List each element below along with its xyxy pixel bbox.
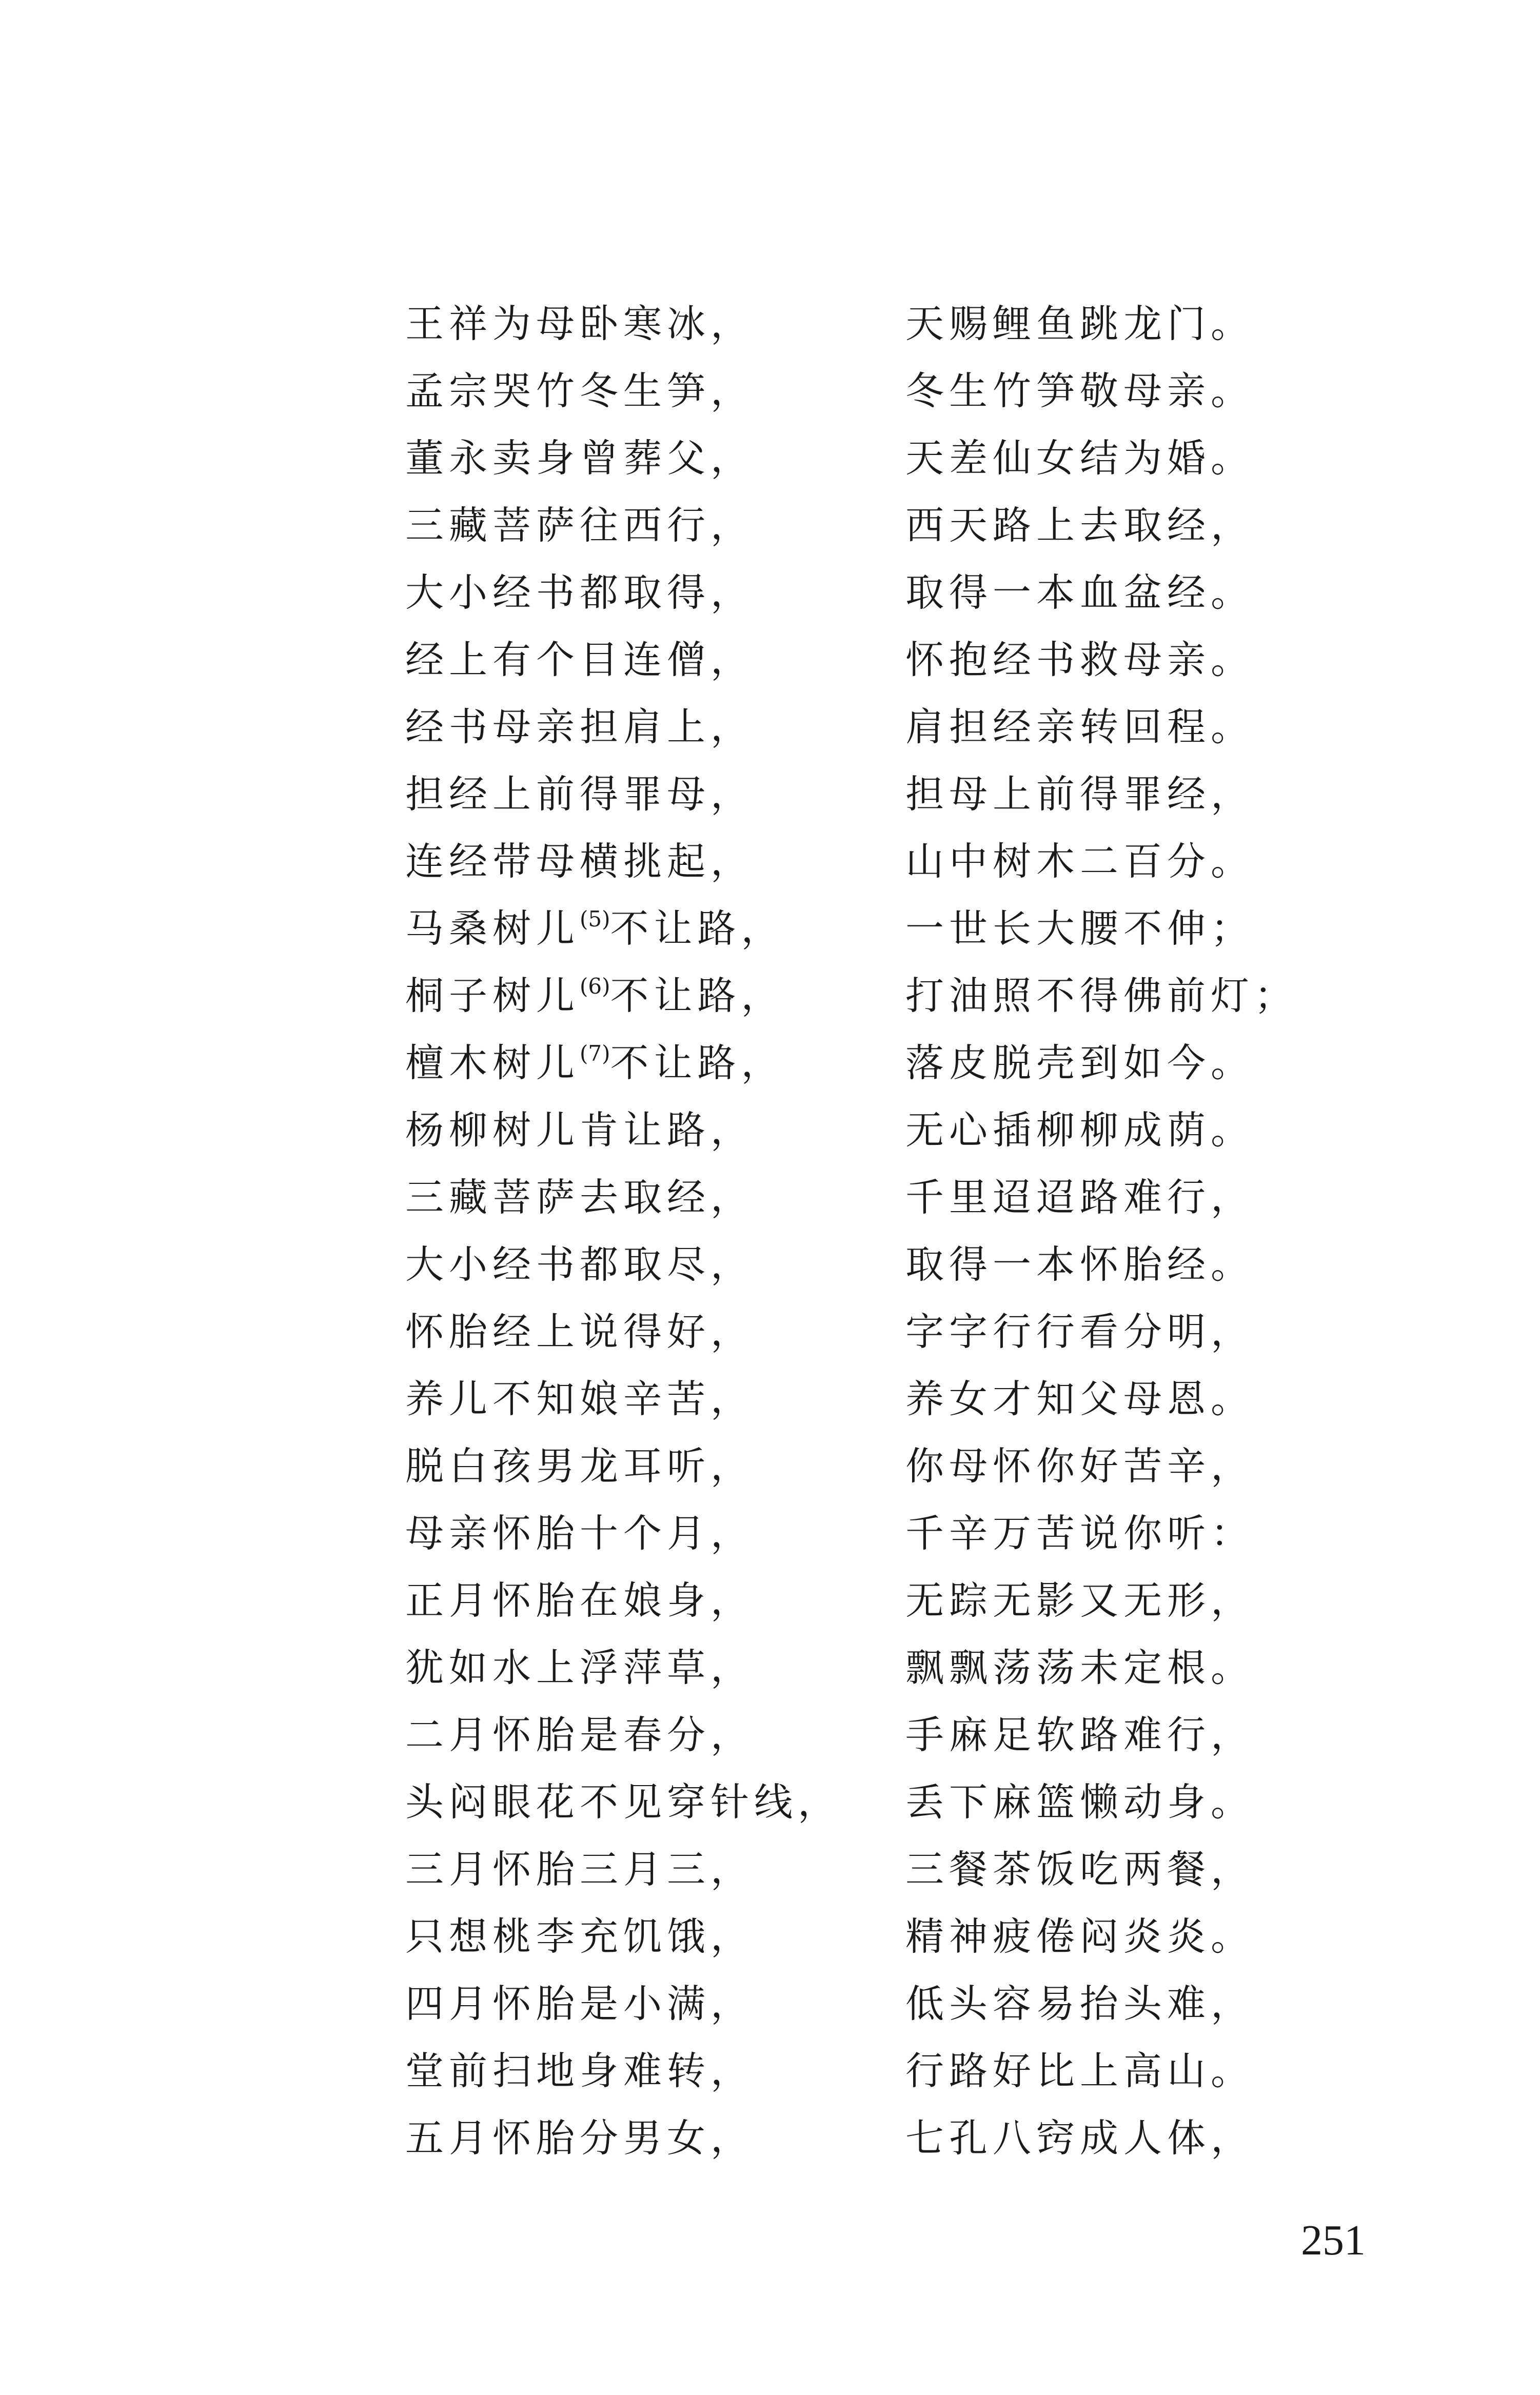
verse-line-right: 落皮脱壳到如今。	[905, 1040, 1255, 1085]
verse-line-right: 七孔八窍成人体，	[905, 2115, 1255, 2161]
verse-line-right: 天赐鲤鱼跳龙门。	[905, 301, 1255, 346]
verse-line-left: 四月怀胎是小满，	[405, 1981, 755, 2026]
verse-line-right: 天差仙女结为婚。	[905, 436, 1255, 481]
verse-line-left: 母亲怀胎十个月，	[405, 1511, 755, 1556]
verse-row	[0, 1442, 1540, 1510]
verse-row	[0, 1980, 1540, 2047]
verse-row	[0, 1846, 1540, 1913]
verse-row	[0, 1778, 1540, 1846]
verse-row	[0, 2047, 1540, 2114]
verse-line-right: 行路好比上高山。	[905, 2048, 1255, 2093]
verse-line-left: 只想桃李充饥饿，	[405, 1914, 755, 1959]
verse-line-left: 头闷眼花不见穿针线，	[405, 1779, 842, 1825]
verse-row	[0, 569, 1540, 636]
verse-row	[0, 972, 1540, 1039]
verse-row	[0, 905, 1540, 972]
verse-line-left: 大小经书都取尽，	[405, 1242, 755, 1287]
verse-text: 檀木树儿	[405, 1040, 580, 1085]
verse-line-right: 冬生竹笋敬母亲。	[905, 368, 1255, 413]
verse-line-left: 董永卖身曾葬父，	[405, 436, 755, 481]
verse-line-left: 堂前扫地身难转，	[405, 2048, 755, 2093]
verse-row	[0, 703, 1540, 770]
verse-line-right: 精神疲倦闷炎炎。	[905, 1914, 1255, 1959]
verse-line-right: 取得一本怀胎经。	[905, 1242, 1255, 1287]
verse-line-left: 怀胎经上说得好，	[405, 1309, 755, 1354]
verse-row	[0, 367, 1540, 434]
verse-line-left	[405, 1039, 785, 1086]
verse-line-left	[405, 905, 785, 952]
footnote-marker: (5)	[580, 906, 610, 932]
verse-line-right: 三餐茶饭吃两餐，	[905, 1847, 1255, 1892]
verse-line-left: 犹如水上浮萍草，	[405, 1645, 755, 1690]
verse-line-right: 取得一本血盆经。	[905, 570, 1255, 615]
verse-line-right: 担母上前得罪经，	[905, 771, 1255, 817]
verse-line-right: 低头容易抬头难，	[905, 1981, 1255, 2026]
verse-line-left	[405, 972, 785, 1019]
verse-line-left: 担经上前得罪母，	[405, 771, 755, 817]
verse-row	[0, 1510, 1540, 1577]
verse-row	[0, 502, 1540, 569]
verse-row	[0, 1375, 1540, 1442]
verse-line-right: 肩担经亲转回程。	[905, 704, 1255, 749]
verse-line-right: 千里迢迢路难行，	[905, 1175, 1255, 1220]
page-number: 251	[1301, 2216, 1366, 2264]
verse-row	[0, 1913, 1540, 1980]
verse-line-left: 二月怀胎是春分，	[405, 1712, 755, 1757]
verse-line-left: 五月怀胎分男女，	[405, 2115, 755, 2161]
verse-row	[0, 1039, 1540, 1106]
verse-line-left: 孟宗哭竹冬生笋，	[405, 368, 755, 413]
verse-line-left: 杨柳树儿肯让路，	[405, 1107, 755, 1153]
verse-row	[0, 1241, 1540, 1308]
verse-line-left: 连经带母横挑起，	[405, 839, 755, 884]
verse-row	[0, 434, 1540, 502]
verse-line-left: 经上有个目连僧，	[405, 637, 755, 682]
verse-line-left: 正月怀胎在娘身，	[405, 1578, 755, 1623]
verse-row	[0, 838, 1540, 905]
verse-text: 马桑树儿	[405, 906, 580, 951]
verse-row	[0, 1577, 1540, 1644]
verse-line-left: 脱白孩男龙耳听，	[405, 1443, 755, 1489]
verse-row	[0, 300, 1540, 367]
verse-row	[0, 2114, 1540, 2182]
verse-line-left: 三藏菩萨往西行，	[405, 503, 755, 548]
verse-line-right: 怀抱经书救母亲。	[905, 637, 1255, 682]
verse-row	[0, 1711, 1540, 1778]
verse-line-right: 千辛万苦说你听：	[905, 1511, 1255, 1556]
verse-text: 不让路，	[610, 1040, 785, 1085]
verse-line-right: 西天路上去取经，	[905, 503, 1255, 548]
verse-row	[0, 1106, 1540, 1174]
verse-row	[0, 1644, 1540, 1711]
verse-row	[0, 1174, 1540, 1241]
verse-row	[0, 636, 1540, 703]
verse-line-right: 丢下麻篮懒动身。	[905, 1779, 1255, 1825]
verse-line-right: 飘飘荡荡未定根。	[905, 1645, 1255, 1690]
verse-list	[0, 300, 1540, 2182]
verse-line-right: 无心插柳柳成荫。	[905, 1107, 1255, 1153]
verse-row	[0, 770, 1540, 838]
verse-line-left: 经书母亲担肩上，	[405, 704, 755, 749]
footnote-marker: (7)	[580, 1041, 610, 1066]
verse-row	[0, 1308, 1540, 1375]
verse-line-right: 山中树木二百分。	[905, 839, 1255, 884]
verse-line-right: 无踪无影又无形，	[905, 1578, 1255, 1623]
verse-line-left: 三藏菩萨去取经，	[405, 1175, 755, 1220]
footnote-marker: (6)	[580, 974, 610, 999]
verse-line-left: 王祥为母卧寒冰，	[405, 301, 755, 346]
verse-text: 不让路，	[610, 973, 785, 1018]
verse-line-right: 手麻足软路难行，	[905, 1712, 1255, 1757]
verse-line-right: 一世长大腰不伸；	[905, 906, 1255, 951]
verse-line-left: 养儿不知娘辛苦，	[405, 1376, 755, 1421]
verse-line-right: 养女才知父母恩。	[905, 1376, 1255, 1421]
verse-line-right: 字字行行看分明，	[905, 1309, 1255, 1354]
verse-line-left: 三月怀胎三月三，	[405, 1847, 755, 1892]
verse-line-right: 你母怀你好苦辛，	[905, 1443, 1255, 1489]
verse-text: 桐子树儿	[405, 973, 580, 1018]
verse-text: 不让路，	[610, 906, 785, 951]
verse-line-right: 打油照不得佛前灯；	[905, 973, 1298, 1018]
verse-line-left: 大小经书都取得，	[405, 570, 755, 615]
